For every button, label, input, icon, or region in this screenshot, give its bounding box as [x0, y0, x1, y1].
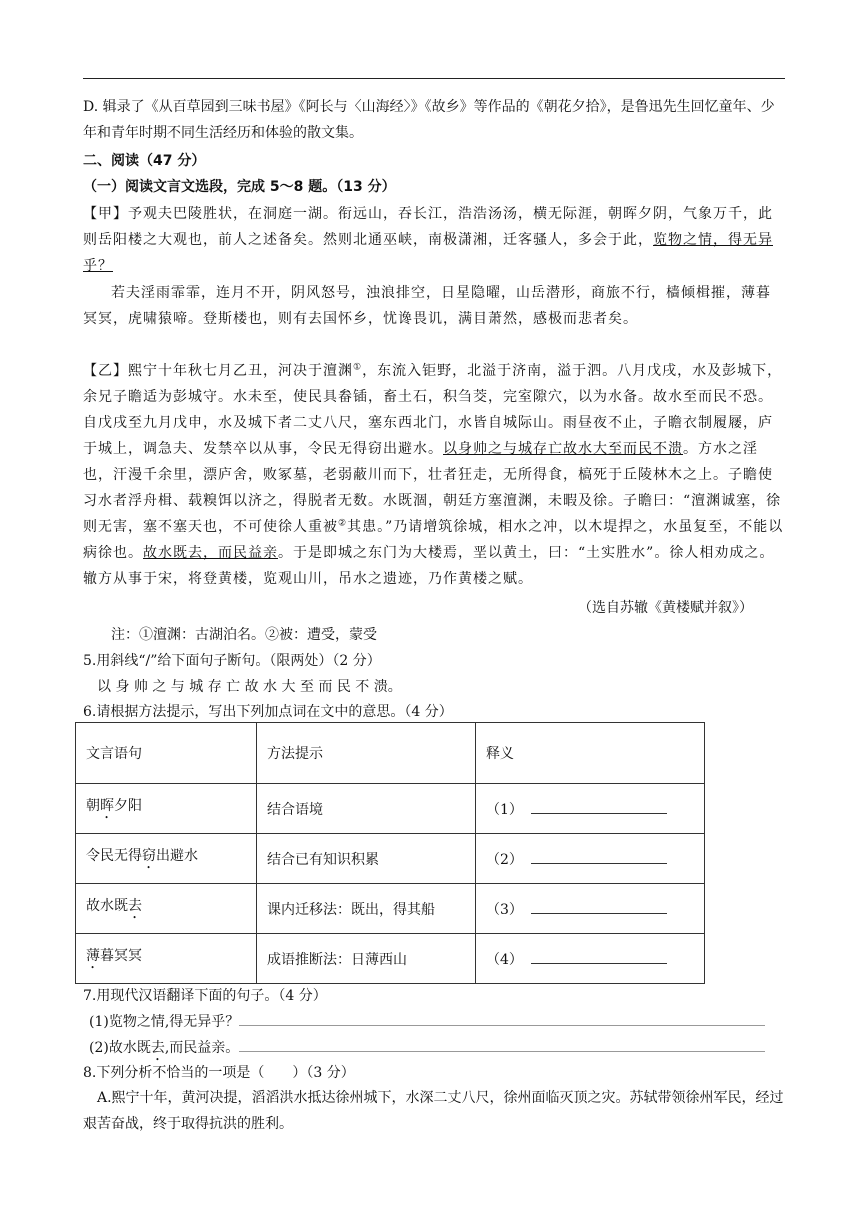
q7-item-1	[83, 1009, 785, 1035]
answer-blank[interactable]	[531, 949, 667, 964]
sentence-text: 夕阳	[114, 798, 142, 814]
passage-yi-e: 。于是即城之东门为大楼焉，垩以黄土，曰：“土实胜水”。徐人相劝成之。辙方从事于宋，将登黄楼，览观山川，吊水之遗迹，乃作黄楼之赋。	[83, 545, 775, 587]
sentence-text: 令民无得	[86, 848, 142, 864]
hint-cell: 课内迁移法：既出，得其船	[257, 884, 476, 934]
q7-prompt: 7.用现代汉语翻译下面的句子。（4 分）	[83, 988, 327, 1004]
passage-yi-b: ，东流入钜野，北溢于济南，溢于泗。八月戊戌，水及彭城下，余兄子瞻适为彭城守。水未至，使民具畚锸，畜土石，积刍茭，完室隙穴，以为水备。故水至而民不恐。自戊戌至九月戊申，水及城下者二丈八尺，塞东西北门，水皆自城际山。雨昼夜不止，子瞻衣制履屦，庐于城上，调急夫、发禁卒以从事，令民无得窃出避水。	[83, 363, 783, 457]
note-marker-2: ②	[338, 518, 348, 529]
table-header-row	[76, 723, 705, 784]
passage-yi-underlined-2: 故水既去，而民益亲	[143, 545, 278, 561]
passage-yi-c: 。方水之淫也，汗漫千余里，漂庐舍，败冢墓，老弱蔽川而下，壮者狂走，无所得食，槁死于丘陵林木之上。子瞻使习水者浮舟楫、载糗饵以济之，得脱者无数。水既涸，朝廷方塞澶渊，未暇及徐。子瞻曰：“澶渊诚塞，徐则无害，塞不塞天也，不可使徐人重被	[83, 441, 782, 535]
part-heading: （一）阅读文言文选段，完成 5～8 题。（13 分）	[83, 179, 396, 195]
answer-number: （1）	[486, 801, 523, 818]
passage-jia-underlined: 览物之情，得无异乎？	[83, 232, 773, 274]
passage-jia-p1	[83, 201, 785, 279]
q8-prompt: 8.下列分析不恰当的一项是（ ）（3 分）	[83, 1065, 355, 1081]
q6-table	[75, 722, 705, 984]
sentence-text: 朝	[86, 798, 100, 814]
q7-sentence-2: (2)故水既	[89, 1040, 151, 1056]
top-rule	[83, 78, 785, 79]
q7-answer-line-1[interactable]	[239, 1011, 765, 1026]
passage-yi	[83, 358, 785, 592]
passage-jia-text: 【甲】予观夫巴陵胜状，在洞庭一湖。衔远山，吞长江，浩浩汤汤，横无际涯，朝晖夕阴，气象万千，此则岳阳楼之大观也，前人之述备矣。然则北通巫峡，南极潇湘，迁客骚人，多会于此，	[83, 206, 773, 248]
passage-yi-a: 【乙】熙宁十年秋七月乙丑，河决于澶渊	[83, 363, 353, 379]
table-row	[76, 834, 705, 884]
section-heading: 二、阅读（47 分）	[83, 153, 206, 169]
header-cell: 释义	[476, 723, 705, 784]
q8-option-a: A.熙宁十年，黄河决提，滔滔洪水抵达徐州城下，水深二丈八尺，徐州面临灭顶之灾。苏轼带领徐州军民，经过艰苦奋战，终于取得抗洪的胜利。	[83, 1090, 784, 1132]
answer-blank[interactable]	[531, 849, 667, 864]
answer-number: （4）	[486, 951, 523, 968]
passage-source: （选自苏辙《黄楼赋并叙》）	[578, 600, 753, 616]
answer-blank[interactable]	[531, 799, 667, 814]
hint-cell: 结合已有知识积累	[257, 834, 476, 884]
answer-number: （3）	[486, 901, 523, 918]
answer-cell	[476, 884, 705, 934]
table-row	[76, 784, 705, 834]
passage-jia-p2: 若夫淫雨霏霏，连月不开，阴风怒号，浊浪排空，日星隐曜，山岳潜形，商旅不行，樯倾楫摧，薄暮冥冥，虎啸猿啼。登斯楼也，则有去国怀乡，忧谗畏讥，满目萧然，感极而悲者矣。	[83, 285, 771, 327]
dotted-word: 去	[128, 898, 142, 914]
passage-yi-d: 其患。”乃请增筑徐城，相水之冲，以木堤捍之，水虽复至，不能以病徐也。	[83, 519, 784, 561]
q6-prompt: 6.请根据方法提示，写出下列加点词在文中的意思。（4 分）	[83, 704, 453, 720]
note-marker-1: ①	[353, 362, 363, 373]
q7-sentence-1: (1)览物之情,得无异乎？	[89, 1014, 240, 1030]
sentence-text: 出避水	[156, 848, 198, 864]
table-row	[76, 884, 705, 934]
sentence-text: 暮冥冥	[100, 948, 142, 964]
q5-prompt: 5.用斜线“/”给下面句子断句。（限两处）（2 分）	[83, 653, 381, 669]
sentence-cell	[76, 934, 257, 984]
q7-answer-line-2[interactable]	[239, 1037, 765, 1052]
sentence-cell	[76, 884, 257, 934]
passage-yi-underlined-1: 以身帅之与城存亡故水大至而民不溃	[443, 441, 683, 457]
sentence-cell	[76, 834, 257, 884]
dotted-word: 薄	[86, 948, 100, 964]
answer-number: （2）	[486, 851, 523, 868]
sentence-text: 故水既	[86, 898, 128, 914]
option-d: D. 辑录了《从百草园到三味书屋》《阿长与〈山海经〉》《故乡》等作品的《朝花夕拾》，是鲁迅先生回忆童年、少年和青年时期不同生活经历和体验的散文集。	[83, 99, 775, 141]
header-cell: 文言语句	[76, 723, 257, 784]
answer-cell	[476, 934, 705, 984]
hint-cell: 结合语境	[257, 784, 476, 834]
dotted-word: 去	[150, 1040, 165, 1056]
q7-sentence-2-rest: ,而民益亲。	[164, 1040, 240, 1056]
answer-cell	[476, 784, 705, 834]
header-cell: 方法提示	[257, 723, 476, 784]
answer-cell	[476, 834, 705, 884]
dotted-word: 窃	[142, 848, 156, 864]
q5-sentence: 以 身 帅 之 与 城 存 亡 故 水 大 至 而 民 不 溃。	[97, 679, 402, 695]
dotted-word: 晖	[100, 798, 114, 814]
sentence-cell	[76, 784, 257, 834]
answer-blank[interactable]	[531, 899, 667, 914]
table-row	[76, 934, 705, 984]
hint-cell: 成语推断法：日薄西山	[257, 934, 476, 984]
footnote: 注：①澶渊：古湖泊名。②被：遭受，蒙受	[111, 627, 377, 643]
